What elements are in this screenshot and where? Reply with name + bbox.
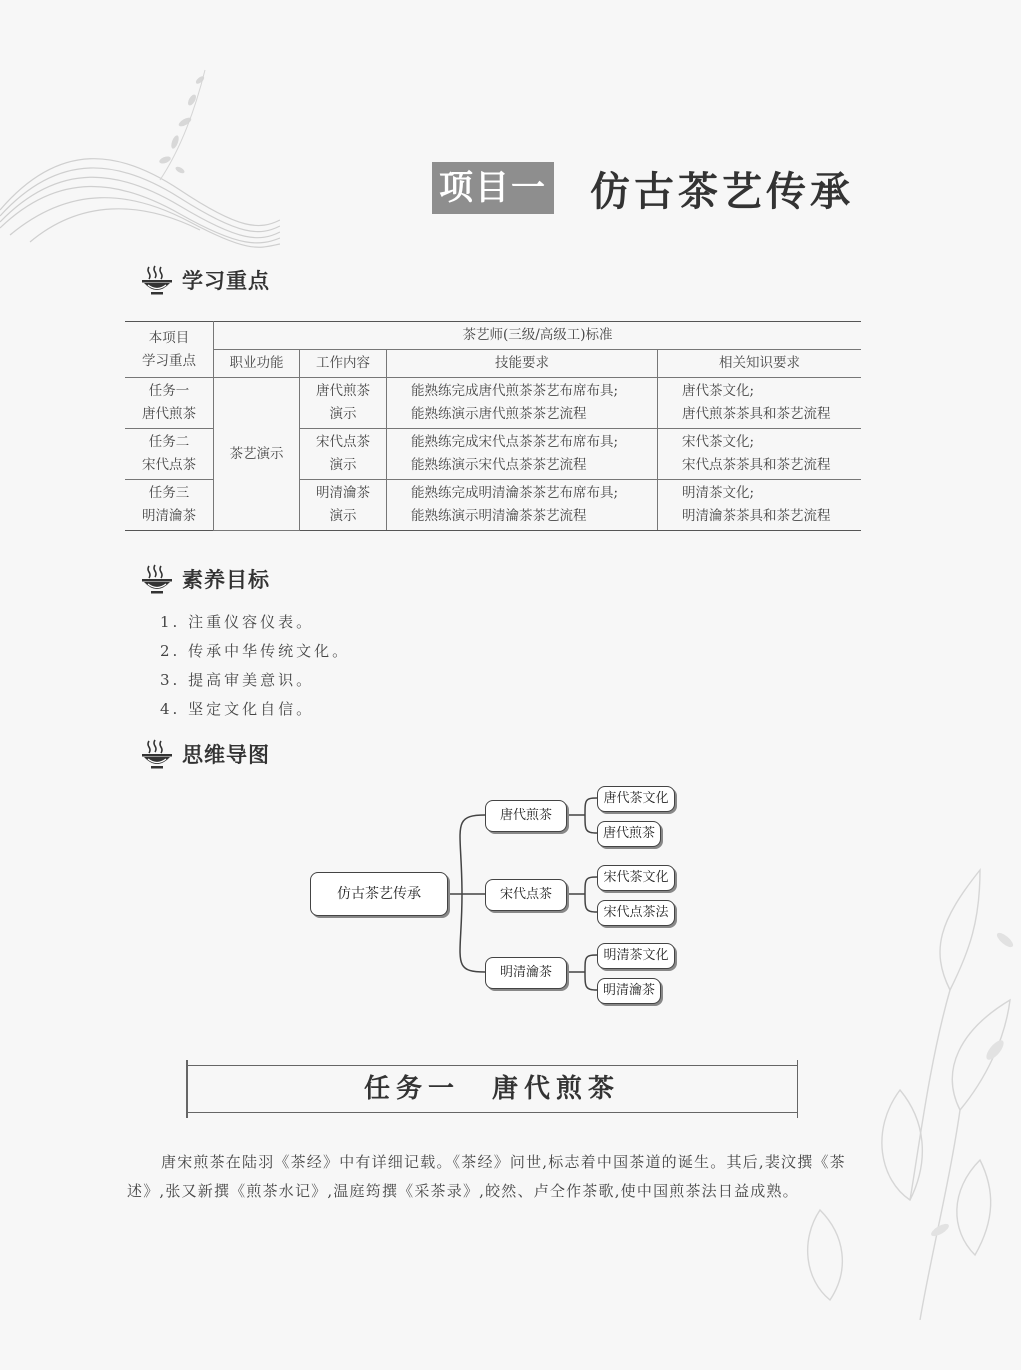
leaf-decoration — [780, 860, 1021, 1320]
knowledge-cell: 唐代茶文化; 唐代煎茶茶具和茶艺流程 — [658, 378, 862, 429]
mind-map-leaf: 唐代茶文化 — [597, 786, 675, 812]
section-heading-label: 思维导图 — [182, 743, 270, 767]
standard-header-cell: 茶艺师(三级/高级工)标准 — [214, 322, 862, 350]
tea-bowl-icon — [140, 263, 174, 297]
task-title-banner — [186, 1065, 798, 1113]
mind-map-root: 仿古茶艺传承 — [310, 872, 448, 916]
tea-bowl-icon — [140, 737, 174, 771]
mind-map-branch: 宋代点茶 — [485, 879, 567, 911]
knowledge-cell: 宋代茶文化; 宋代点茶茶具和茶艺流程 — [658, 429, 862, 480]
section-heading-label: 素养目标 — [182, 568, 270, 592]
list-item: 2. 传承中华传统文化。 — [160, 642, 351, 660]
table-corner-cell: 本项目 学习重点 — [125, 322, 214, 378]
mind-map — [300, 778, 690, 1008]
function-cell: 茶艺演示 — [214, 378, 300, 531]
list-item: 1. 注重仪容仪表。 — [160, 613, 315, 631]
column-header: 工作内容 — [300, 350, 387, 378]
skills-cell: 能熟练完成明清瀹茶茶艺布席布具; 能熟练演示明清瀹茶茶艺流程 — [387, 480, 658, 531]
table-header-row — [125, 322, 861, 350]
mind-map-branch: 明清瀹茶 — [485, 957, 567, 989]
knowledge-cell: 明清茶文化; 明清瀹茶茶具和茶艺流程 — [658, 480, 862, 531]
mind-map-leaf: 明清瀹茶 — [597, 978, 661, 1004]
mind-map-leaf: 宋代点茶法 — [597, 900, 675, 926]
mind-map-branch: 唐代煎茶 — [485, 800, 567, 832]
section-heading-mindmap — [140, 736, 270, 772]
column-header: 技能要求 — [387, 350, 658, 378]
goals-list — [160, 608, 350, 724]
task-cell: 任务一 唐代煎茶 — [125, 378, 214, 429]
content-cell: 唐代煎茶 演示 — [300, 378, 387, 429]
section-heading-goals — [140, 561, 270, 597]
list-item: 3. 提高审美意识。 — [160, 671, 315, 689]
learning-focus-table — [125, 321, 861, 531]
table-row — [125, 378, 861, 429]
table-subheader-row — [125, 350, 861, 378]
wave-leaf-decoration — [0, 60, 280, 250]
section-heading-focus — [140, 262, 270, 298]
mind-map-leaf: 宋代茶文化 — [597, 865, 675, 891]
task-cell: 任务二 宋代点茶 — [125, 429, 214, 480]
project-number-badge: 项目一 — [432, 162, 554, 214]
column-header: 职业功能 — [214, 350, 300, 378]
mind-map-leaf: 明清茶文化 — [597, 943, 675, 969]
task-title: 任务一 唐代煎茶 — [363, 1074, 620, 1104]
task-cell: 任务三 明清瀹茶 — [125, 480, 214, 531]
skills-cell: 能熟练完成唐代煎茶茶艺布席布具; 能熟练演示唐代煎茶茶艺流程 — [387, 378, 658, 429]
mind-map-leaf: 唐代煎茶 — [597, 821, 661, 847]
tea-bowl-icon — [140, 562, 174, 596]
list-item: 4. 坚定文化自信。 — [160, 700, 315, 718]
content-cell: 明清瀹茶 演示 — [300, 480, 387, 531]
project-title: 仿古茶艺传承 — [590, 168, 854, 215]
skills-cell: 能熟练完成宋代点茶茶艺布席布具; 能熟练演示宋代点茶茶艺流程 — [387, 429, 658, 480]
column-header: 相关知识要求 — [658, 350, 862, 378]
content-cell: 宋代点茶 演示 — [300, 429, 387, 480]
body-paragraph: 唐宋煎茶在陆羽《茶经》中有详细记载。《茶经》问世,标志着中国茶道的诞生。其后,裴汶撰《茶述》,张又新撰《煎茶水记》,温庭筠撰《采茶录》,皎然、卢仝作茶歌,使中国煎茶法日益成熟。 — [127, 1153, 846, 1200]
section-heading-label: 学习重点 — [182, 269, 270, 293]
